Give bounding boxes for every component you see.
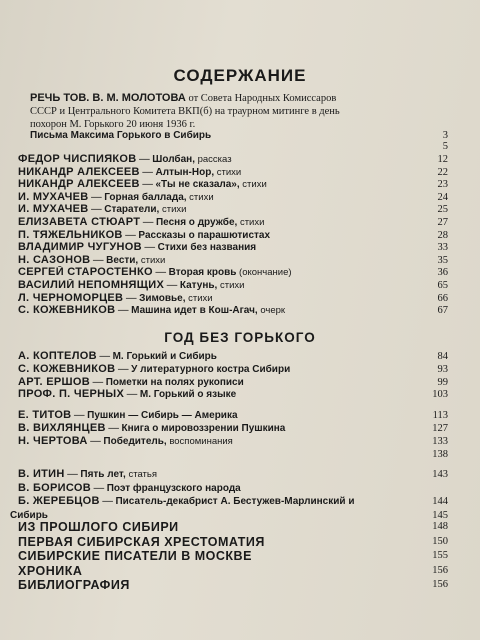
entry-author: Л. ЧЕРНОМОРЦЕВ <box>18 291 124 304</box>
section-1-entry <box>18 216 416 229</box>
section-1-entry <box>18 266 416 279</box>
entry-dash: — <box>139 166 156 178</box>
entry-title: Поэт французского народа <box>106 482 241 494</box>
entry-page: 143 <box>432 469 448 480</box>
entry-dash: — <box>105 423 122 434</box>
tail-page: 150 <box>432 535 448 547</box>
section-2b-entry <box>18 435 416 448</box>
entry-author: АРТ. ЕРШОВ <box>18 375 90 388</box>
entry-dash: — <box>88 191 105 203</box>
entry-dash: — <box>71 410 88 421</box>
section-1-entry <box>18 254 416 267</box>
entry-author: ФЕДОР ЧИСПИЯКОВ <box>18 153 137 165</box>
entry-author: И. МУХАЧЕВ <box>18 190 89 203</box>
intro-page: 3 <box>442 130 448 141</box>
entry-page: 22 <box>437 166 448 178</box>
intro-line-1 <box>30 92 430 105</box>
entry-author: В. ВИХЛЯНЦЕВ <box>18 422 106 434</box>
section-2b-entry <box>18 409 416 422</box>
tail-entry <box>18 549 416 564</box>
section-1-entry <box>18 153 416 166</box>
intro-line-3: похорон М. Горького 20 июня 1936 г. <box>30 119 196 130</box>
tail-title: ПЕРВАЯ СИБИРСКАЯ ХРЕСТОМАТИЯ <box>18 534 265 549</box>
entry-page: 138 <box>432 449 448 460</box>
section-2b-entry <box>18 448 416 461</box>
entry-page: 99 <box>437 376 448 388</box>
entry-title: Сибирь <box>10 509 48 521</box>
entry-dash: — <box>90 254 107 266</box>
section-1-entry <box>18 166 416 179</box>
letters-title: Письма Максима Горького в Сибирь <box>30 130 212 141</box>
section-2c-entry <box>18 495 416 508</box>
entry-dash: — <box>115 363 132 375</box>
entry-dash: — <box>164 280 180 291</box>
entry-title: Победитель, <box>103 436 167 447</box>
section-1-entry <box>18 178 416 191</box>
tail-title: БИБЛИОГРАФИЯ <box>18 578 130 593</box>
tail-page: 156 <box>432 564 448 576</box>
entry-page: 103 <box>432 389 448 401</box>
entry-author: СЕРГЕЙ СТАРОСТЕНКО <box>18 266 153 279</box>
entry-dash: — <box>90 482 107 494</box>
entry-genre: стихи <box>214 166 242 178</box>
section-1-entry <box>18 229 416 242</box>
tail-page: 156 <box>432 579 448 591</box>
entry-dash: — <box>64 469 81 480</box>
entry-page: 84 <box>437 351 448 362</box>
entry-genre: (окончание) <box>236 267 292 279</box>
entry-dash: — <box>141 242 158 254</box>
intro-block <box>30 92 430 131</box>
entry-page: 144 <box>432 496 448 507</box>
section-2a-entry <box>18 350 416 363</box>
entry-author: НИКАНДР АЛЕКСЕЕВ <box>18 178 140 191</box>
entry-author: С. КОЖЕВНИКОВ <box>18 362 116 375</box>
entry-page: 36 <box>437 267 448 279</box>
entry-title: Пять лет, <box>80 469 126 480</box>
entry-title: Машина идет в Кош-Агач, <box>131 305 258 317</box>
entry-author: НИКАНДР АЛЕКСЕЕВ <box>18 165 140 178</box>
entry-page: 33 <box>437 242 448 254</box>
entry-page: 12 <box>437 154 448 165</box>
entry-title: М. Горький о языке <box>139 389 237 401</box>
entry-genre: стихи <box>239 179 267 191</box>
tail-title: ХРОНИКА <box>18 563 83 578</box>
entry-title: Рассказы о парашютистах <box>138 229 271 241</box>
entry-genre: стихи <box>159 204 187 216</box>
entry-author: ЕЛИЗАВЕТА СТЮАРТ <box>18 216 141 228</box>
entry-author: Н. ЧЕРТОВА <box>18 435 88 447</box>
entry-title: Пушкин — Сибирь — Америка <box>87 410 238 421</box>
entry-dash: — <box>136 154 153 165</box>
entry-title: Катунь, <box>179 280 218 291</box>
intro-line-2: СССР и Центрального Комитета ВКП(б) на траурном митинге в день <box>30 106 340 117</box>
entry-genre: стихи <box>185 292 213 304</box>
entry-author: ПРОФ. П. ЧЕРНЫХ <box>18 388 125 401</box>
entry-genre: воспоминания <box>166 436 233 447</box>
section-1-entry <box>18 191 416 204</box>
entry-title: «Ты не сказала», <box>155 179 240 191</box>
entry-page: 127 <box>432 423 448 434</box>
section-2c-entry <box>18 482 416 495</box>
entry-dash: — <box>123 292 140 304</box>
section-1-entry <box>18 241 416 254</box>
section-2a-entry <box>18 363 416 376</box>
entry-genre: очерк <box>257 305 286 317</box>
tail-entry <box>18 578 416 593</box>
entry-title: Вторая кровь <box>168 267 237 279</box>
entry-page: 25 <box>437 204 448 216</box>
entry-page: 24 <box>437 191 448 203</box>
entry-page: 113 <box>432 410 448 421</box>
tail-page: 148 <box>432 521 448 532</box>
entry-author: И. МУХАЧЕВ <box>18 203 89 216</box>
section-2c-entry <box>18 468 416 481</box>
entry-page: 27 <box>437 217 448 228</box>
entry-dash: — <box>122 229 139 241</box>
section-2a-entry <box>18 376 416 389</box>
entry-title: Стихи без названия <box>157 242 257 254</box>
tail-title: ИЗ ПРОШЛОГО СИБИРИ <box>18 520 179 534</box>
page-title: СОДЕРЖАНИЕ <box>173 66 307 85</box>
entry-page: 35 <box>437 254 448 266</box>
entry-genre: рассказ <box>194 154 232 165</box>
entry-dash: — <box>152 267 169 279</box>
intro-text-1: от Совета Народных Комиссаров <box>185 93 337 104</box>
entry-author: А. КОПТЕЛОВ <box>18 350 97 362</box>
entry-page: 93 <box>437 363 448 375</box>
entry-title: Горная баллада, <box>104 191 187 203</box>
entry-title: Вести, <box>106 254 139 266</box>
section-2a-entry <box>18 388 416 401</box>
entry-genre: стихи <box>138 254 166 266</box>
entry-author: С. КОЖЕВНИКОВ <box>18 304 116 317</box>
section-1-entry <box>18 304 416 317</box>
entry-title: Шолбан, <box>152 154 195 165</box>
letters-line <box>30 129 428 142</box>
entry-genre: статья <box>125 469 157 480</box>
entry-genre: стихи <box>237 217 265 228</box>
entry-page: 66 <box>437 292 448 304</box>
entry-author: Б. ЖЕРЕБЦОВ <box>18 495 100 507</box>
tail-entry <box>18 535 416 550</box>
tail-entry <box>18 564 416 579</box>
entry-author: ВЛАДИМИР ЧУГУНОВ <box>18 241 142 254</box>
entry-title: У литературного костра Сибири <box>131 363 291 375</box>
entry-dash: — <box>89 376 106 388</box>
entry-title: Пометки на полях рукописи <box>105 376 244 388</box>
entry-author: В. БОРИСОВ <box>18 481 91 494</box>
entry-dash: — <box>99 496 116 507</box>
entry-dash: — <box>115 305 132 317</box>
entry-genre: стихи <box>217 280 245 291</box>
entry-page: 28 <box>437 229 448 241</box>
entry-genre: стихи <box>186 191 214 203</box>
section-1-entry <box>18 292 416 305</box>
intro-author: РЕЧЬ ТОВ. В. М. МОЛОТОВА <box>30 92 186 104</box>
entry-page: 145 <box>432 509 448 521</box>
entry-dash: — <box>140 217 156 228</box>
entry-author: Н. САЗОНОВ <box>18 253 91 266</box>
section-2b-entry <box>18 422 416 435</box>
entry-author: П. ТЯЖЕЛЬНИКОВ <box>18 228 123 241</box>
entry-title: Писатель-декабрист А. Бестужев-Марлинский и <box>115 496 355 507</box>
entry-title: Книга о мировоззрении Пушкина <box>121 423 286 434</box>
entry-page: 65 <box>437 280 448 291</box>
entry-author: В. ИТИН <box>18 468 65 480</box>
tail-title: СИБИРСКИЕ ПИСАТЕЛИ В МОСКВЕ <box>18 549 252 564</box>
section-1-entry <box>18 279 416 292</box>
entry-page: 133 <box>432 436 448 447</box>
entry-page: 23 <box>437 179 448 191</box>
entry-title: Старатели, <box>104 204 160 216</box>
entry-dash: — <box>124 389 140 401</box>
entry-dash: — <box>96 351 113 362</box>
entry-title: Песня о дружбе, <box>155 217 238 228</box>
tail-entry <box>18 520 416 535</box>
entry-author: Е. ТИТОВ <box>18 409 72 421</box>
entry-page: 67 <box>437 305 448 317</box>
entry-title: Зимовье, <box>139 292 186 304</box>
entry-dash: — <box>87 436 104 447</box>
section-1-entry <box>18 203 416 216</box>
entry-title: М. Горький и Сибирь <box>112 351 217 362</box>
tail-page: 155 <box>432 550 448 562</box>
entry-author: ВАСИЛИЙ НЕПОМНЯЩИХ <box>18 279 165 291</box>
entry-title: Алтын-Нор, <box>155 166 215 178</box>
entry-dash: — <box>88 204 105 216</box>
letters-page: 5 <box>442 141 448 152</box>
entry-dash: — <box>139 179 156 191</box>
section-2-title: ГОД БЕЗ ГОРЬКОГО <box>164 330 316 345</box>
